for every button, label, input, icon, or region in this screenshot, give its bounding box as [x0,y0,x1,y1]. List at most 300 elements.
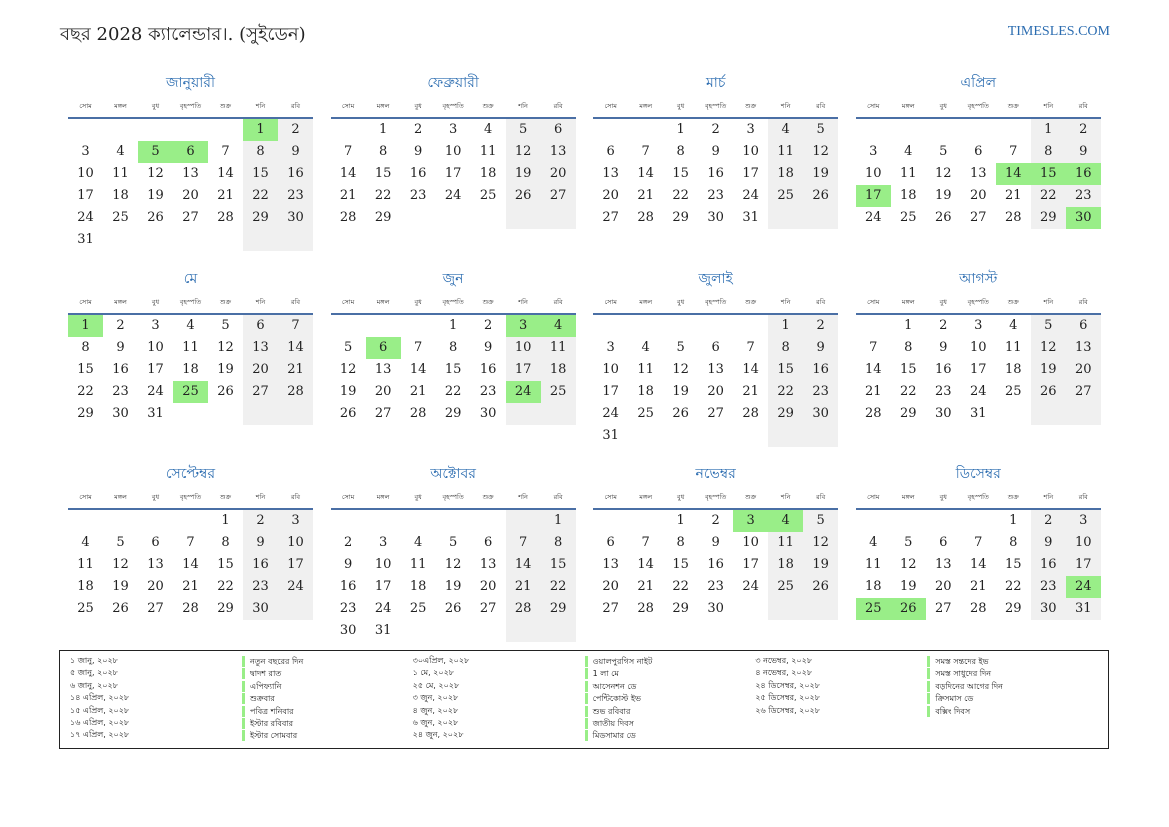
day-cell: 25 [1005,384,1022,399]
holiday-date: ৪ জুন, ২০২৮ [412,705,459,715]
day-cell: 14 [970,557,987,572]
day-cell: 28 [182,601,199,616]
empty-cell [278,598,313,620]
weekday-header [593,96,838,119]
weekday-label: রবি [553,298,563,306]
holiday-row [755,680,1098,692]
day-cell: 29 [77,406,94,421]
weekday-label: শুক্র [219,298,232,306]
day-cell: 23 [803,381,838,403]
day-cell: 28 [742,406,759,421]
empty-cell [173,229,208,251]
day-cell: 11 [182,340,199,355]
day-cell: 17 [444,166,462,181]
weekday-label: রবি [290,298,301,306]
empty-cell [138,229,173,251]
day-cell: 3 [81,144,90,159]
day-cell: 24 [742,188,759,203]
day-cell: 7 [186,535,195,550]
weekday-header [331,96,576,119]
day-cell: 24 [278,576,313,598]
holiday-date: ৪ নভেম্বর, ২০২৮ [755,668,813,678]
weekday-label: রবি [553,102,563,110]
day-cell: 30 [1066,207,1101,229]
day-cell: 6 [151,535,160,550]
month-calendar [68,465,313,655]
weekday-header [331,292,576,315]
day-cell: 2 [939,318,948,333]
day-cell: 3 [974,318,983,333]
day-cell: 21 [742,384,759,399]
weekday-label: বুধ [677,298,685,306]
day-cell: 10 [278,532,313,554]
day-cell: 2 [1031,510,1066,532]
empty-cell [401,510,436,532]
day-cell: 26 [444,601,462,616]
months-grid [68,74,1101,655]
weekday-label: বৃহস্পতি [442,298,464,306]
day-cell: 13 [707,362,724,377]
holiday-date: ১৬ এপ্রিল, ২০২৮ [70,717,130,727]
empty-cell [436,620,471,642]
day-cell: 21 [339,188,357,203]
weekday-label: শুক্র [745,298,757,306]
weekday-label: সোম [79,102,92,110]
weekday-label: বুধ [151,298,160,306]
day-cell: 28 [506,598,541,620]
day-cell: 8 [1031,141,1066,163]
empty-cell [891,510,926,532]
empty-cell [698,315,733,337]
weekday-label: শনি [255,493,266,501]
holiday-column [70,655,413,748]
weekday-label: সোম [604,102,617,110]
holiday-date: ২৫ মে, ২০২৮ [412,680,460,690]
day-cell: 26 [1031,381,1066,403]
day-cell: 26 [147,210,164,225]
days-grid [856,510,1101,620]
weekday-label: মঙ্গল [639,102,653,110]
empty-cell [208,229,243,251]
day-cell: 17 [147,362,164,377]
day-cell: 20 [374,384,392,399]
empty-cell [961,119,996,141]
empty-cell [401,620,436,642]
day-cell: 12 [900,557,917,572]
month-title: আগস্ট [959,271,998,287]
day-cell: 19 [803,554,838,576]
empty-cell [436,207,471,229]
day-cell: 20 [479,579,497,594]
days-grid [856,315,1101,425]
holiday-name: সমস্ত সাধুদের দিন [927,668,1098,679]
day-cell: 15 [444,362,462,377]
weekday-label: মঙ্গল [114,298,127,306]
day-cell: 9 [939,340,948,355]
day-cell: 11 [77,557,94,572]
day-cell: 19 [147,188,164,203]
weekday-label: মঙ্গল [376,493,390,501]
day-cell: 10 [742,144,759,159]
day-cell: 15 [1031,163,1066,185]
weekday-label: বৃহস্পতি [179,493,202,501]
empty-cell [698,425,733,447]
day-cell: 5 [803,119,838,141]
weekday-label: শনি [255,102,266,110]
holiday-row [70,667,413,679]
day-cell: 11 [112,166,129,181]
day-cell: 20 [182,188,199,203]
month-title: ডিসেম্বর [955,466,1001,482]
weekday-header [856,96,1101,119]
day-cell: 26 [112,601,129,616]
day-cell: 15 [217,557,234,572]
empty-cell [663,425,698,447]
empty-cell [996,403,1031,425]
day-cell: 10 [506,337,541,359]
weekday-label: মঙ্গল [901,102,915,110]
day-cell: 2 [116,318,125,333]
day-cell: 18 [541,359,576,381]
weekday-label: বুধ [414,102,422,110]
month-calendar [856,465,1101,655]
day-cell: 30 [935,406,952,421]
day-cell: 8 [221,535,230,550]
site-link[interactable]: TIMESLES.COM [1007,24,1110,39]
day-cell: 4 [641,340,650,355]
day-cell: 13 [970,166,987,181]
empty-cell [103,229,138,251]
holiday-date: ১৫ এপ্রিল, ২০২৮ [70,705,130,715]
empty-cell [68,510,103,532]
day-cell: 15 [374,166,392,181]
day-cell: 11 [1005,340,1022,355]
day-cell: 25 [479,188,497,203]
day-cell: 7 [641,535,650,550]
empty-cell [506,620,541,642]
day-cell: 15 [672,166,689,181]
weekday-label: মঙ্গল [376,102,390,110]
day-cell: 29 [243,207,278,229]
holiday-name: আসেনশন ডে [585,681,756,692]
day-cell: 3 [733,510,768,532]
weekday-label: রবি [1078,298,1088,306]
weekday-label: সোম [604,493,617,501]
day-cell: 12 [339,362,357,377]
empty-cell [103,119,138,141]
empty-cell [401,315,436,337]
day-cell: 30 [339,623,357,638]
day-cell: 30 [243,598,278,620]
days-grid [593,510,838,620]
empty-cell [506,207,541,229]
holiday-row [413,705,756,717]
weekday-label: রবি [1078,493,1088,501]
holiday-date: ৩ নভেম্বর, ২০২৮ [755,656,813,665]
month-title: অক্টোবর [430,466,476,482]
day-cell: 12 [147,166,164,181]
weekday-label: সোম [79,493,92,501]
day-cell: 31 [742,210,759,225]
month-title: নভেম্বর [695,466,736,482]
day-cell: 23 [278,185,313,207]
day-cell: 6 [606,144,615,159]
day-cell: 20 [1066,359,1101,381]
empty-cell [243,229,278,251]
holiday-row [413,667,756,679]
day-cell: 12 [444,557,462,572]
day-cell: 16 [935,362,952,377]
weekday-label: রবি [816,298,826,306]
day-cell: 1 [221,513,230,528]
weekday-header [856,292,1101,315]
day-cell: 31 [1066,598,1101,620]
day-cell: 25 [900,210,917,225]
weekday-label: মঙ্গল [376,298,390,306]
day-cell: 1 [1031,119,1066,141]
day-cell: 17 [278,554,313,576]
day-cell: 24 [970,384,987,399]
day-cell: 8 [676,535,685,550]
day-cell: 7 [221,144,230,159]
holiday-name: সমস্ত সন্তদের ইভ [927,656,1098,667]
day-cell: 3 [1066,510,1101,532]
day-cell: 4 [869,535,878,550]
empty-cell [628,510,663,532]
day-cell: 30 [479,406,497,421]
days-grid [331,119,576,229]
holiday-name: মিডসামার ডে [585,730,756,741]
day-cell: 29 [374,210,392,225]
day-cell: 20 [541,163,576,185]
day-cell: 20 [147,579,164,594]
day-cell: 3 [378,535,388,550]
day-cell: 12 [217,340,234,355]
day-cell: 16 [1031,554,1066,576]
weekday-label: শুক্র [219,102,232,110]
weekday-label: শনি [1043,493,1054,501]
empty-cell [541,620,576,642]
day-cell: 8 [378,144,388,159]
day-cell: 2 [243,510,278,532]
day-cell: 16 [707,166,724,181]
empty-cell [593,510,628,532]
day-cell: 14 [865,362,882,377]
weekday-label: বৃহস্পতি [967,102,989,110]
day-cell: 17 [742,166,759,181]
day-cell: 14 [506,554,541,576]
empty-cell [1031,403,1066,425]
weekday-label: বৃহস্পতি [179,298,202,306]
empty-cell [856,119,891,141]
month-title: জুন [442,271,464,287]
day-cell: 17 [374,579,392,594]
day-cell: 20 [707,384,724,399]
day-cell: 22 [77,384,94,399]
day-cell: 22 [444,384,462,399]
weekday-header [593,487,838,510]
day-cell: 31 [147,406,164,421]
day-cell: 2 [711,513,720,528]
day-cell: 13 [182,166,199,181]
holiday-row [755,692,1098,704]
day-cell: 23 [112,384,129,399]
weekday-label: শুক্র [1007,298,1019,306]
day-cell: 16 [479,362,497,377]
day-cell: 6 [939,535,948,550]
day-cell: 8 [81,340,90,355]
day-cell: 3 [448,122,458,137]
day-cell: 30 [707,210,724,225]
day-cell: 20 [970,188,987,203]
day-cell: 5 [343,340,353,355]
day-cell: 5 [803,510,838,532]
day-cell: 24 [602,406,619,421]
day-cell: 9 [278,141,313,163]
day-cell: 4 [904,144,913,159]
day-cell: 2 [711,122,720,137]
days-grid [593,119,838,229]
empty-cell [803,207,838,229]
empty-cell [768,207,803,229]
day-cell: 24 [1066,576,1101,598]
empty-cell [366,510,401,532]
day-cell: 12 [112,557,129,572]
day-cell: 14 [742,362,759,377]
weekday-label: বুধ [677,493,685,501]
empty-cell [856,315,891,337]
empty-cell [103,510,138,532]
holiday-name: দ্বাদশ রাত [242,668,413,679]
day-cell: 30 [112,406,129,421]
day-cell: 5 [138,141,173,163]
day-cell: 29 [444,406,462,421]
holiday-row [70,655,413,667]
day-cell: 25 [856,598,891,620]
day-cell: 11 [479,144,497,159]
day-cell: 13 [1066,337,1101,359]
empty-cell [663,315,698,337]
weekday-label: বুধ [151,102,160,110]
day-cell: 19 [112,579,129,594]
weekday-label: বৃহস্পতি [705,298,727,306]
day-cell: 7 [746,340,755,355]
month-calendar [593,74,838,270]
day-cell: 15 [77,362,94,377]
weekday-label: শনি [780,298,791,306]
weekday-label: মঙ্গল [901,493,915,501]
day-cell: 27 [602,601,619,616]
month-calendar [593,465,838,655]
days-grid [68,510,313,620]
holiday-date: ১ মে, ২০২৮ [412,668,454,678]
holiday-name: জাতীয় দিবস [585,718,756,729]
day-cell: 21 [865,384,882,399]
day-cell: 19 [935,188,952,203]
day-cell: 26 [935,210,952,225]
day-cell: 6 [606,535,615,550]
day-cell: 9 [803,337,838,359]
day-cell: 12 [506,141,541,163]
empty-cell [471,620,506,642]
day-cell: 25 [768,185,803,207]
holiday-name: ইস্টার সোমবার [242,730,413,741]
day-cell: 14 [339,166,357,181]
weekday-label: বৃহস্পতি [967,493,989,501]
day-cell: 30 [707,601,724,616]
day-cell: 24 [444,188,462,203]
empty-cell [278,229,313,251]
days-grid [856,119,1101,229]
day-cell: 11 [409,557,427,572]
empty-cell [173,119,208,141]
day-cell: 1 [676,513,685,528]
day-cell: 12 [672,362,689,377]
day-cell: 7 [343,144,353,159]
weekday-label: রবি [290,493,301,501]
day-cell: 22 [1005,579,1022,594]
holiday-name: ক্রিসমাস ডে [927,693,1098,704]
day-cell: 27 [602,210,619,225]
day-cell: 1 [676,122,685,137]
day-cell: 22 [217,579,234,594]
empty-cell [138,510,173,532]
empty-cell [331,510,366,532]
day-cell: 4 [413,535,423,550]
weekday-label: বুধ [939,102,947,110]
day-cell: 14 [637,166,654,181]
day-cell: 18 [768,163,803,185]
day-cell: 6 [974,144,983,159]
day-cell: 26 [803,576,838,598]
weekday-label: শনি [518,102,528,110]
day-cell: 17 [856,185,891,207]
day-cell: 16 [278,163,313,185]
day-cell: 2 [803,315,838,337]
day-cell: 21 [970,579,987,594]
day-cell: 29 [900,406,917,421]
days-grid [331,510,576,642]
day-cell: 18 [865,579,882,594]
day-cell: 5 [939,144,948,159]
day-cell: 8 [1009,535,1018,550]
holiday-row [413,717,756,729]
day-cell: 7 [413,340,423,355]
day-cell: 5 [448,535,458,550]
holiday-date: ২৪ ডিসেম্বর, ২০২৮ [755,680,820,690]
day-cell: 21 [1005,188,1022,203]
day-cell: 17 [742,557,759,572]
month-calendar [68,270,313,465]
day-cell: 21 [182,579,199,594]
day-cell: 14 [996,163,1031,185]
day-cell: 19 [1031,359,1066,381]
day-cell: 25 [173,381,208,403]
empty-cell [401,207,436,229]
day-cell: 23 [339,601,357,616]
empty-cell [856,510,891,532]
day-cell: 3 [746,122,755,137]
day-cell: 23 [935,384,952,399]
weekday-label: শুক্র [745,493,757,501]
day-cell: 8 [243,141,278,163]
day-cell: 9 [1031,532,1066,554]
weekday-label: শনি [780,102,791,110]
day-cell: 22 [672,579,689,594]
day-cell: 1 [1009,513,1018,528]
day-cell: 29 [1031,207,1066,229]
weekday-label: সোম [867,493,880,501]
